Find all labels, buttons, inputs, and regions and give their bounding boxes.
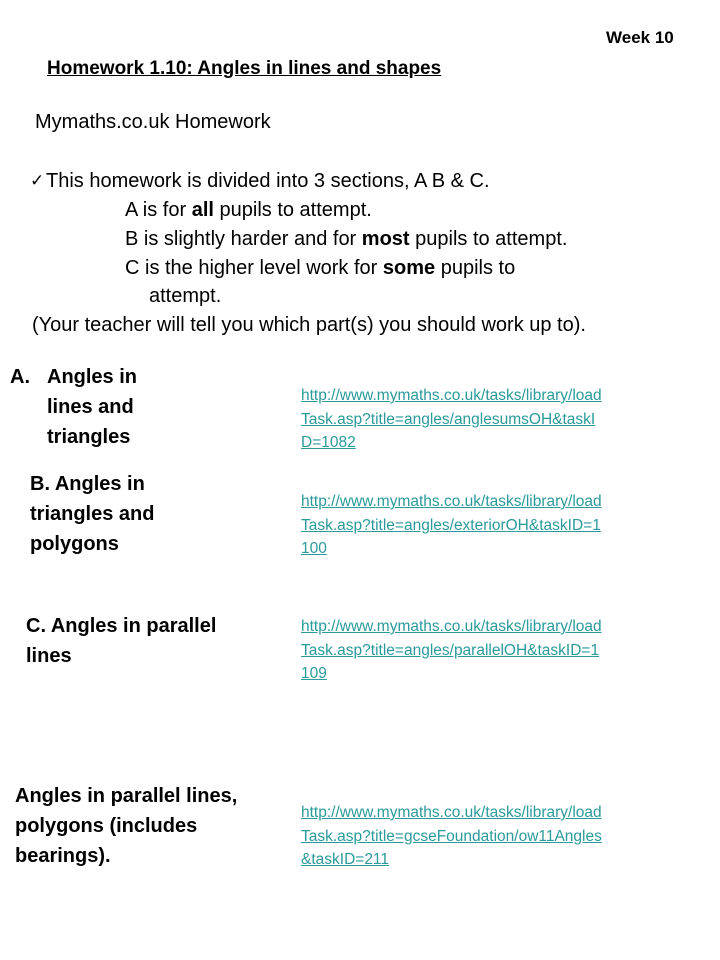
checkmark-icon: ✓ [30, 171, 45, 190]
section-a-link-line[interactable]: Task.asp?title=angles/anglesumsOH&taskI [301, 410, 596, 428]
section-b-description [125, 227, 567, 251]
section-extra-link-line[interactable]: http://www.mymaths.co.uk/tasks/library/load [301, 804, 602, 821]
teacher-note: (Your teacher will tell you which part(s) you should work up to). [32, 314, 586, 336]
section-a-desc-pre: A is for [125, 199, 192, 221]
section-extra-label: Angles in parallel lines, polygons (includes bearings). [15, 785, 238, 867]
section-a-link-line[interactable]: D=1082 [301, 434, 356, 451]
section-a-desc-emphasis: all [191, 199, 214, 221]
section-b-link-line[interactable]: Task.asp?title=angles/exteriorOH&taskID=1 [301, 516, 601, 534]
section-a-link[interactable] [301, 384, 681, 455]
section-b-label: B. Angles in triangles and polygons [30, 473, 155, 555]
section-b-desc-post: pupils to attempt. [409, 228, 568, 250]
section-c-description [125, 256, 515, 280]
section-extra-link-line[interactable]: &taskID=211 [301, 851, 390, 868]
section-c-desc-emphasis: some [382, 257, 436, 279]
sections-intro [30, 169, 490, 193]
section-c-desc-post: pupils to [435, 257, 516, 279]
section-extra-link[interactable] [301, 801, 681, 872]
section-b-link-line[interactable]: 100 [301, 540, 327, 557]
section-extra-link-line[interactable]: Task.asp?title=gcseFoundation/ow11Angles [301, 827, 602, 845]
section-a-link-line[interactable]: http://www.mymaths.co.uk/tasks/library/load [301, 387, 602, 404]
page-title: Homework 1.10: Angles in lines and shapes [47, 58, 442, 79]
section-a-letter: A. [10, 366, 30, 388]
section-c-description-continued: attempt. [149, 285, 222, 307]
section-b-desc-emphasis: most [361, 228, 410, 250]
section-a-desc-post: pupils to attempt. [213, 199, 372, 221]
section-b-link[interactable] [301, 490, 681, 561]
sections-intro-text: This homework is divided into 3 sections, A B & C. [46, 170, 490, 192]
section-c-link-line[interactable]: Task.asp?title=angles/parallelOH&taskID=1 [301, 641, 600, 659]
section-c-link-line[interactable]: 109 [301, 665, 327, 682]
section-b-desc-pre: B is slightly harder and for [125, 228, 362, 250]
week-label: Week 10 [606, 28, 674, 47]
section-c-link[interactable] [301, 615, 681, 686]
section-c-link-line[interactable]: http://www.mymaths.co.uk/tasks/library/load [301, 618, 602, 635]
section-c-label: C. Angles in parallel lines [26, 615, 217, 667]
section-c-desc-pre: C is the higher level work for [125, 257, 383, 279]
section-a-label: Angles in lines and triangles [47, 366, 138, 448]
section-a-description [125, 198, 372, 222]
homework-subtitle: Mymaths.co.uk Homework [35, 111, 271, 133]
section-b-link-line[interactable]: http://www.mymaths.co.uk/tasks/library/load [301, 493, 602, 510]
